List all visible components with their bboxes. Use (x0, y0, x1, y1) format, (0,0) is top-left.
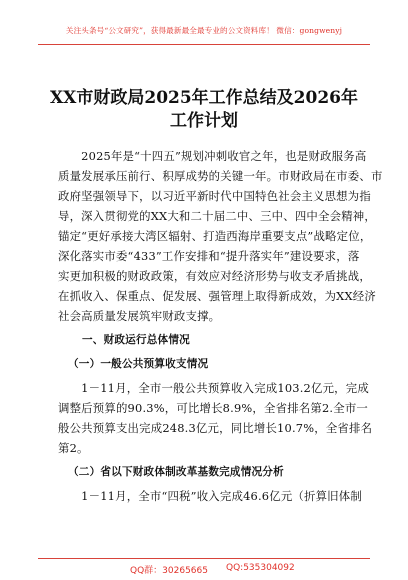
section-heading: 一、财政运行总体情况 (82, 334, 190, 346)
footer-qq-group: QQ群：30265665 (130, 566, 208, 576)
body-line: 第2。 (58, 441, 89, 455)
body-line: 般公共预算支出完成248.3亿元，同比增长10.7%，全省排名 (58, 421, 373, 435)
document-title-line-2: 工作计划 (170, 111, 238, 131)
subsection-heading: （二）省以下财政体制改革基数完成情况分析 (68, 466, 284, 478)
body-line: 2025年是“十四五”规划冲刺收官之年，也是财政服务高 (58, 149, 367, 163)
header-divider (38, 44, 370, 45)
footer-qq-contact: QQ:535304092 (226, 563, 295, 573)
document-title-line-1: XX市财政局2025年工作总结及2026年 (49, 88, 358, 108)
body-line: 锚定“更好承接大湾区辐射、打造西海岸重要支点”战略定位， (58, 229, 372, 243)
body-line: 调整后预算的90.3%，可比增长8.9%，全省排名第2.全市一 (58, 401, 369, 415)
body-line: 实更加积极的财政政策，有效应对经济形势与收支矛盾挑战， (58, 269, 371, 283)
body-line: 1－11月，全市“四税”收入完成46.6亿元（折算旧体制 (58, 489, 362, 503)
body-line: 质量发展承压前行、积厚成势的关键一年。市财政局在市委、市 (58, 169, 383, 183)
header-banner: 关注头条号“公文研究”，获得最新最全最专业的公文资料库！ 微信：gongwenyj (65, 26, 343, 35)
body-line: 在抓收入、保重点、促发展、强管理上取得新成效，为XX经济 (58, 289, 376, 303)
body-line: 深化落实市委“433”工作安排和“提升落实年”建设要求，落 (58, 249, 360, 263)
footer-divider (38, 558, 370, 559)
body-line: 政府坚强领导下，以习近平新时代中国特色社会主义思想为指 (58, 189, 371, 203)
body-line: 1－11月，全市一般公共预算收入完成103.2亿元，完成 (58, 381, 369, 395)
body-line: 导，深入贯彻党的XX大和二十届二中、三中、四中全会精神， (58, 209, 376, 223)
body-line: 社会高质量发展筑牢财政支撑。 (58, 309, 221, 323)
subsection-heading: （一）一般公共预算收支情况 (68, 358, 209, 370)
